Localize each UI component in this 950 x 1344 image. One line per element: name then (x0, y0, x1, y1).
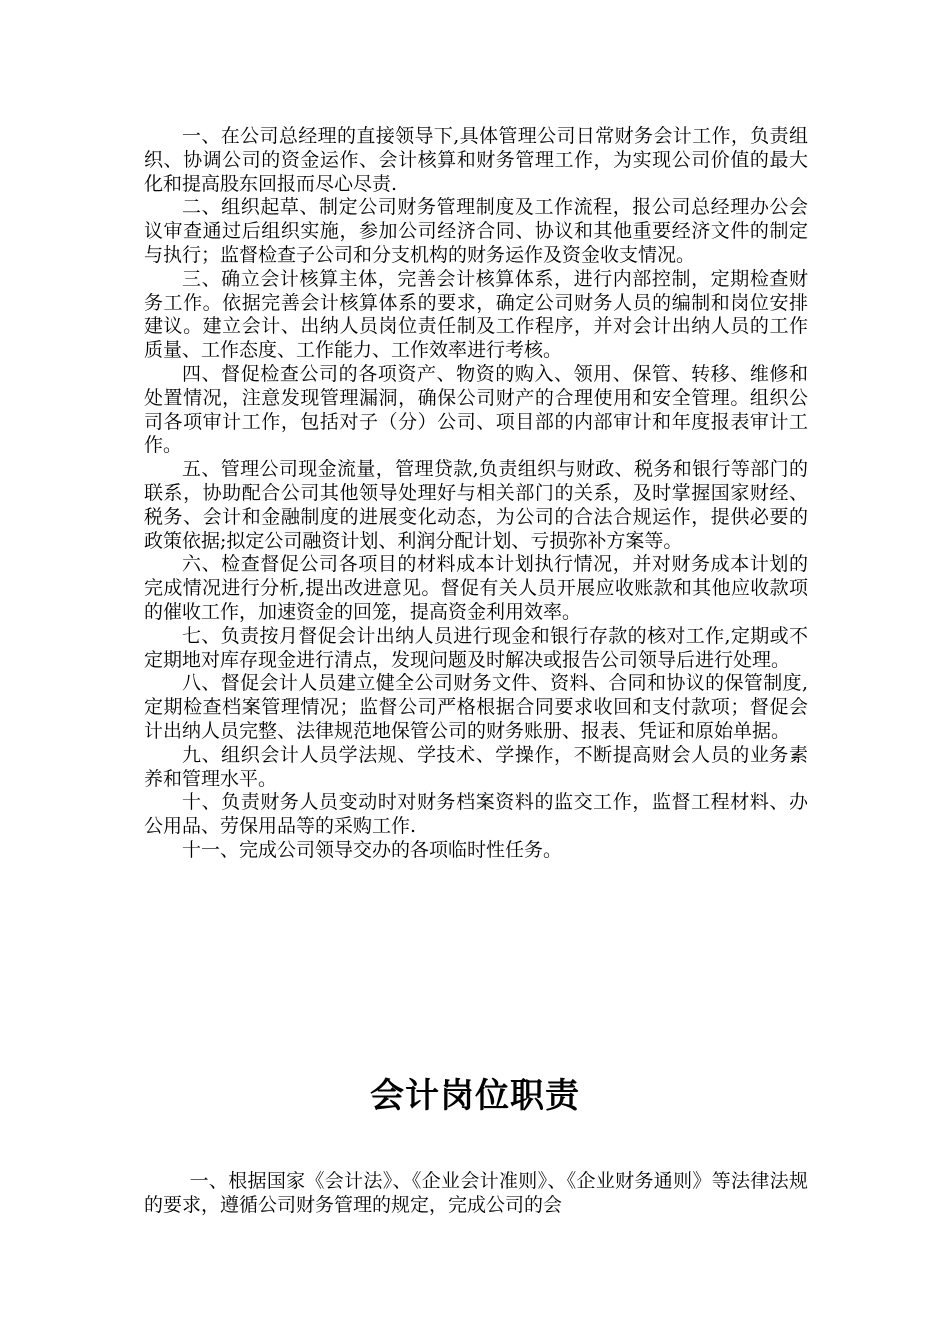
duty-paragraph-4: 四、督促检查公司的各项资产、物资的购入、领用、保管、转移、维修和处置情况，注意发现管理漏洞，确保公司财产的合理使用和安全管理。组织公司各项审计工作，包括对子（分）公司、项目部的内部审计和年度报表审计工作。 (144, 362, 808, 457)
finance-duties-list (144, 125, 808, 863)
duty-paragraph-2: 二、组织起草、制定公司财务管理制度及工作流程，报公司总经理办公会议审查通过后组织实施，参加公司经济合同、协议和其他重要经济文件的制定与执行；监督检查子公司和分支机构的财务运作及资金收支情况。 (144, 196, 808, 266)
duty-paragraph-9: 九、组织会计人员学法规、学技术、学操作，不断提高财会人员的业务素养和管理水平。 (144, 743, 808, 790)
duty-paragraph-7: 七、负责按月督促会计出纳人员进行现金和银行存款的核对工作,定期或不定期地对库存现金进行清点，发现问题及时解决或报告公司领导后进行处理。 (144, 624, 808, 671)
accounting-duty-paragraph-1: 一、根据国家《会计法》、《企业会计准则》、《企业财务通则》等法律法规的要求，遵循公司财务管理的规定，完成公司的会 (144, 1170, 808, 1216)
duty-paragraph-6: 六、检查督促公司各项目的材料成本计划执行情况，并对财务成本计划的完成情况进行分析,提出改进意见。督促有关人员开展应收账款和其他应收款项的催收工作，加速资金的回笼，提高资金利用效率。 (144, 553, 808, 623)
duty-paragraph-10: 十、负责财务人员变动时对财务档案资料的监交工作，监督工程材料、办公用品、劳保用品等的采购工作. (144, 791, 808, 838)
duty-paragraph-5: 五、管理公司现金流量，管理贷款,负责组织与财政、税务和银行等部门的联系，协助配合公司其他领导处理好与相关部门的关系，及时掌握国家财经、税务、会计和金融制度的进展变化动态，为公司的合法合规运作，提供必要的政策依据;拟定公司融资计划、利润分配计划、亏损弥补方案等。 (144, 458, 808, 552)
section-title: 会计岗位职责 (370, 1076, 580, 1116)
duty-paragraph-1: 一、在公司总经理的直接领导下,具体管理公司日常财务会计工作，负责组织、协调公司的资金运作、会计核算和财务管理工作，为实现公司价值的最大化和提高股东回报而尽心尽责. (144, 125, 808, 195)
duty-paragraph-8: 八、督促会计人员建立健全公司财务文件、资料、合同和协议的保管制度,定期检查档案管理情况；监督公司严格根据合同要求收回和支付款项；督促会计出纳人员完整、法律规范地保管公司的财务账册、报表、凭证和原始单据。 (144, 672, 808, 742)
duty-paragraph-11: 十一、完成公司领导交办的各项临时性任务。 (182, 838, 563, 861)
duty-paragraph-3: 三、确立会计核算主体，完善会计核算体系，进行内部控制，定期检查财务工作。依据完善会计核算体系的要求，确定公司财务人员的编制和岗位安排建议。建立会计、出纳人员岗位责任制及工作程序，并对会计出纳人员的工作质量、工作态度、工作能力、工作效率进行考核。 (144, 267, 808, 362)
accounting-duties-list (144, 1170, 808, 1218)
